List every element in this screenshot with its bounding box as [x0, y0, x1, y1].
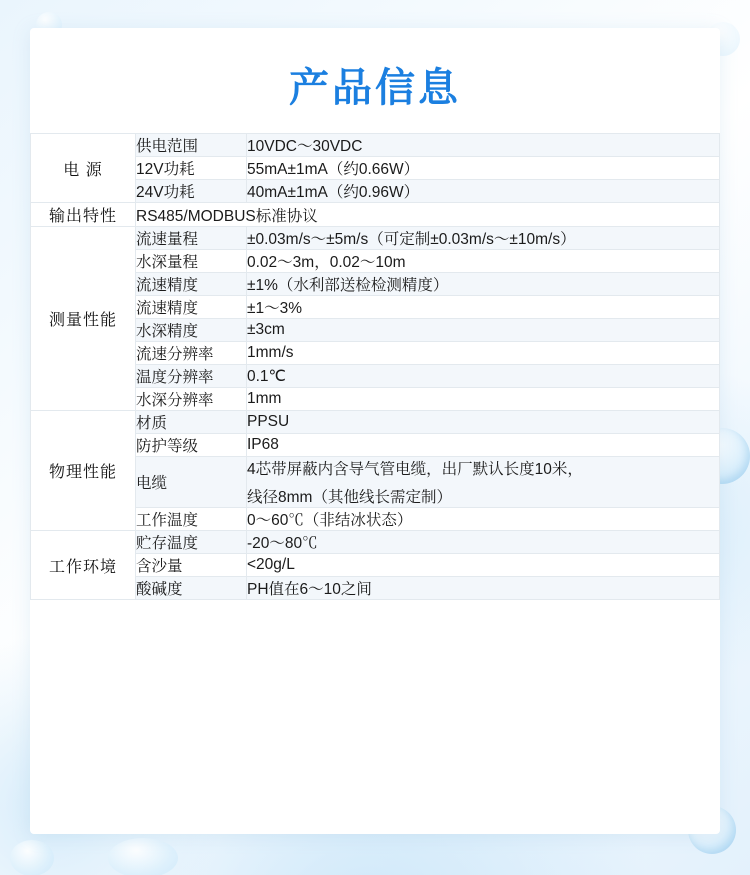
spec-value: 40mA±1mA（约0.96W）: [247, 180, 720, 203]
spec-label: 工作温度: [136, 508, 247, 531]
table-row: [31, 227, 720, 250]
spec-label: 12V功耗: [136, 157, 247, 180]
spec-value-line-2: 线径8mm（其他线长需定制）: [247, 489, 452, 506]
spec-value: PPSU: [247, 411, 720, 434]
spec-value: ±1%（水利部送检检测精度）: [247, 273, 720, 296]
spec-value: IP68: [247, 434, 720, 457]
spec-value: RS485/MODBUS标准协议: [136, 203, 720, 227]
spec-value: ±3cm: [247, 319, 720, 342]
spec-value: 0.1℃: [247, 365, 720, 388]
bubble-decoration-icon: [108, 838, 178, 875]
spec-label: 24V功耗: [136, 180, 247, 203]
table-row: [31, 134, 720, 157]
spec-card: [30, 28, 720, 834]
spec-value: ±1～3%: [247, 296, 720, 319]
spec-value: ±0.03m/s～±5m/s（可定制±0.03m/s～±10m/s）: [247, 227, 720, 250]
spec-label: 材质: [136, 411, 247, 434]
spec-value: 55mA±1mA（约0.66W）: [247, 157, 720, 180]
spec-label: 流速量程: [136, 227, 247, 250]
spec-value-line-1: 4芯带屏蔽内含导气管电缆，出厂默认长度10米，: [247, 461, 583, 478]
spec-label: 流速精度: [136, 273, 247, 296]
spec-value: <20g/L: [247, 554, 720, 577]
spec-label: 流速分辨率: [136, 342, 247, 365]
spec-label: 温度分辨率: [136, 365, 247, 388]
spec-label: 供电范围: [136, 134, 247, 157]
spec-label: 水深分辨率: [136, 388, 247, 411]
spec-value: 10VDC～30VDC: [247, 134, 720, 157]
table-row: [31, 531, 720, 554]
spec-value: 1mm: [247, 388, 720, 411]
spec-value: 0.02～3m，0.02～10m: [247, 250, 720, 273]
spec-value: PH值在6～10之间: [247, 577, 720, 600]
spec-label: 电缆: [136, 457, 247, 508]
spec-value: [247, 457, 720, 508]
bubble-decoration-icon: [10, 840, 54, 875]
spec-label: 水深量程: [136, 250, 247, 273]
spec-label: 防护等级: [136, 434, 247, 457]
spec-table: [30, 133, 720, 600]
category-cell: 工作环境: [31, 531, 136, 600]
spec-label: 水深精度: [136, 319, 247, 342]
spec-value: 0～60℃（非结冰状态）: [247, 508, 720, 531]
spec-value: 1mm/s: [247, 342, 720, 365]
category-cell: 测量性能: [31, 227, 136, 411]
spec-label: 含沙量: [136, 554, 247, 577]
category-cell: 物理性能: [31, 411, 136, 531]
table-row: [31, 203, 720, 227]
category-cell: 电 源: [31, 134, 136, 203]
spec-label: 贮存温度: [136, 531, 247, 554]
spec-label: 酸碱度: [136, 577, 247, 600]
spec-value: -20～80℃: [247, 531, 720, 554]
page-title: 产品信息: [289, 66, 461, 110]
category-cell: 输出特性: [31, 203, 136, 227]
spec-label: 流速精度: [136, 296, 247, 319]
table-row: [31, 411, 720, 434]
